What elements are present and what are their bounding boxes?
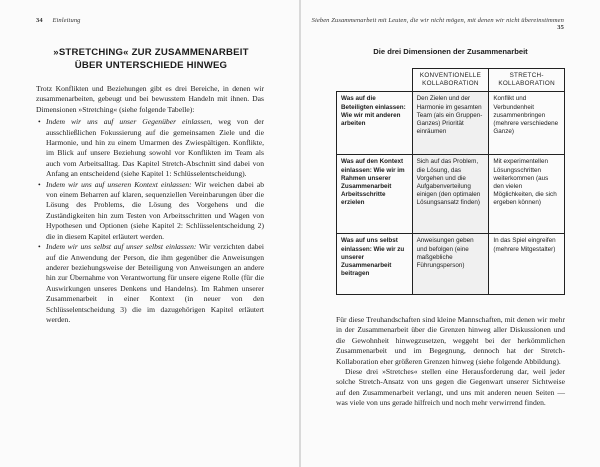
list-item-lead: Indem wir uns selbst auf unser selbst einlassen: <box>46 242 197 252</box>
intro-paragraph: Trotz Konflikten und Beziehungen gibt es drei Bereiche, in denen wir zusammenarbeiten, gebeugt und bei bewusstem Handeln mit ihnen. Das Dimensionen »Stretching« (siehe folgende Tabelle): <box>36 84 264 114</box>
row-label: Was auf die Beteiligten einlassen: Wie wir mit anderen arbeiten <box>337 92 413 155</box>
list-item-text: Wir weichen dabei ab von einem Beharren auf klaren, sequenziellen Vereinbarungen über die Lösung des Problems, die Lösung des Vorgehens und die Zuständigkeiten hin zum Testen von Arbeitsschritten und Wagen von Hypothesen und Optionen (siehe Kapitel 2: Schlüsselentscheidung 2) die in diesem Kapitel erläutert werden. <box>46 179 265 241</box>
table-header-blank <box>337 69 413 92</box>
bullet-icon: • <box>38 179 41 189</box>
body-paragraph: Für diese Treuhandschaften sind kleine Mannschaften, mit denen wir mehr in der Zusammenarbeit über die Grenzen hinweg aller Diskussionen und die Gewohnheit hinwegzusetzen, weggeht bei der herkömmlichen Zusammenarbeit und im Begegnung, dennoch hat der Stretch-Kollaboration eher größeren Grenzen hinweg (siehe folgende Abbildung). <box>336 315 565 366</box>
list-item <box>36 242 264 325</box>
figure-caption: Die drei Dimensionen der Zusammenarbeit <box>373 47 528 56</box>
conventional-cell: Anweisungen geben und befolgen (eine maßgebliche Führungsperson) <box>412 234 489 295</box>
bullet-icon: • <box>38 117 41 127</box>
list-item-lead: Indem wir uns auf unseren Kontext einlassen: <box>46 179 192 189</box>
table-header-stretch: STRETCH-KOLLABORATION <box>489 69 565 92</box>
conventional-cell: Sich auf das Problem, die Lösung, das Vorgehen und die Aufgabenverteilung einigen (den optimalen Lösungsansatz finden) <box>412 155 489 234</box>
left-page <box>0 0 299 467</box>
list-item-text: Wir verzichten dabei auf die Anwendung der Person, die ihm gegenüber die Anweisungen anderer beziehungsweise der Beteiligung von Anweisungen an andere hin zur Übernahme von Verantwortung für unsere eigene Rolle (für die Auswirkungen unseres Denkens und Handelns). Im Rahmen unserer Zusammenarbeit in einer Kontext (in neuer von den Schlüsselentscheidung 3) die im dazugehörigen Kapitel erläutert werden. <box>46 242 264 324</box>
row-label: Was auf den Kontext einlassen: Wie wir im Rahmen unserer Zusammenarbeit Arbeitsschritte erzielen <box>337 155 413 234</box>
running-head-left <box>36 17 81 24</box>
body-paragraph: Diese drei »Stretches« stellen eine Herausforderung dar, weil jeder solche Stretch-Ansatz von uns gegen die Gegenwart unserer Sichtweise auf den Zusammenarbeit verlangt, und uns mit anderen neuen Seiten — was viele von uns gerade hilfreich und noch mehr verwirrend finden. <box>336 367 565 408</box>
list-item <box>36 117 264 179</box>
bullet-icon: • <box>38 242 41 252</box>
left-body-text <box>36 84 264 325</box>
stretch-cell: Konflikt und Verbundenheit zusammenbringen (mehrere verschiedene Ganze) <box>489 92 565 155</box>
dimensions-table <box>336 68 565 295</box>
row-label: Was auf uns selbst einlassen: Wie wir zu unserer Zusammenarbeit beitragen <box>337 234 413 295</box>
section-title <box>46 46 256 72</box>
table-row <box>337 92 565 155</box>
page-number: 34 <box>36 17 43 24</box>
conventional-cell: Den Zielen und der Harmonie im gesamten Team (als ein Gruppen-Ganzes) Priorität einräumen <box>412 92 489 155</box>
table-header-conventional: KONVENTIONELLE KOLLABORATION <box>412 69 489 92</box>
list-item-text: weg von der ausschließlichen Fokussierung auf die gemeinsamen Ziele und die Harmonie, und hin zu einem Umarmen des Zwiespältigen. Konflikte, im Blick auf unsere Beziehung sowohl vor Konflikten im Team als auch vom Arbeitsalltag. Das Kapitel Stretch-Abschnitt sind dabei von Anfang an entscheidend (siehe Kapitel 1: Schlüsselentscheidung). <box>46 117 264 179</box>
stretch-cell: In das Spiel eingreifen (mehrere Mitgestalter) <box>489 234 565 295</box>
section-title-line: ÜBER UNTERSCHIEDE HINWEG <box>74 60 228 71</box>
table-header-row <box>337 69 565 92</box>
table-row <box>337 234 565 295</box>
page-number: 35 <box>557 24 564 31</box>
dimension-list <box>36 117 264 325</box>
running-head-text: Sieben Zusammenarbeit mit Leuten, die wir nicht mögen, mit denen wir nicht übereinstimmen <box>311 17 564 24</box>
right-body-text <box>336 315 565 409</box>
running-head-right <box>301 17 564 31</box>
running-head-text: Einleitung <box>52 17 81 24</box>
right-page <box>301 0 600 467</box>
stretch-cell: Mit experimentellen Lösungsschritten weiterkommen (aus den vielen Möglichkeiten, die sich ergeben können) <box>489 155 565 234</box>
section-title-line: »STRETCHING« ZUR ZUSAMMENARBEIT <box>53 47 249 58</box>
list-item-lead: Indem wir uns auf unser Gegenüber einlassen, <box>46 117 213 127</box>
table-row <box>337 155 565 234</box>
list-item <box>36 180 264 242</box>
